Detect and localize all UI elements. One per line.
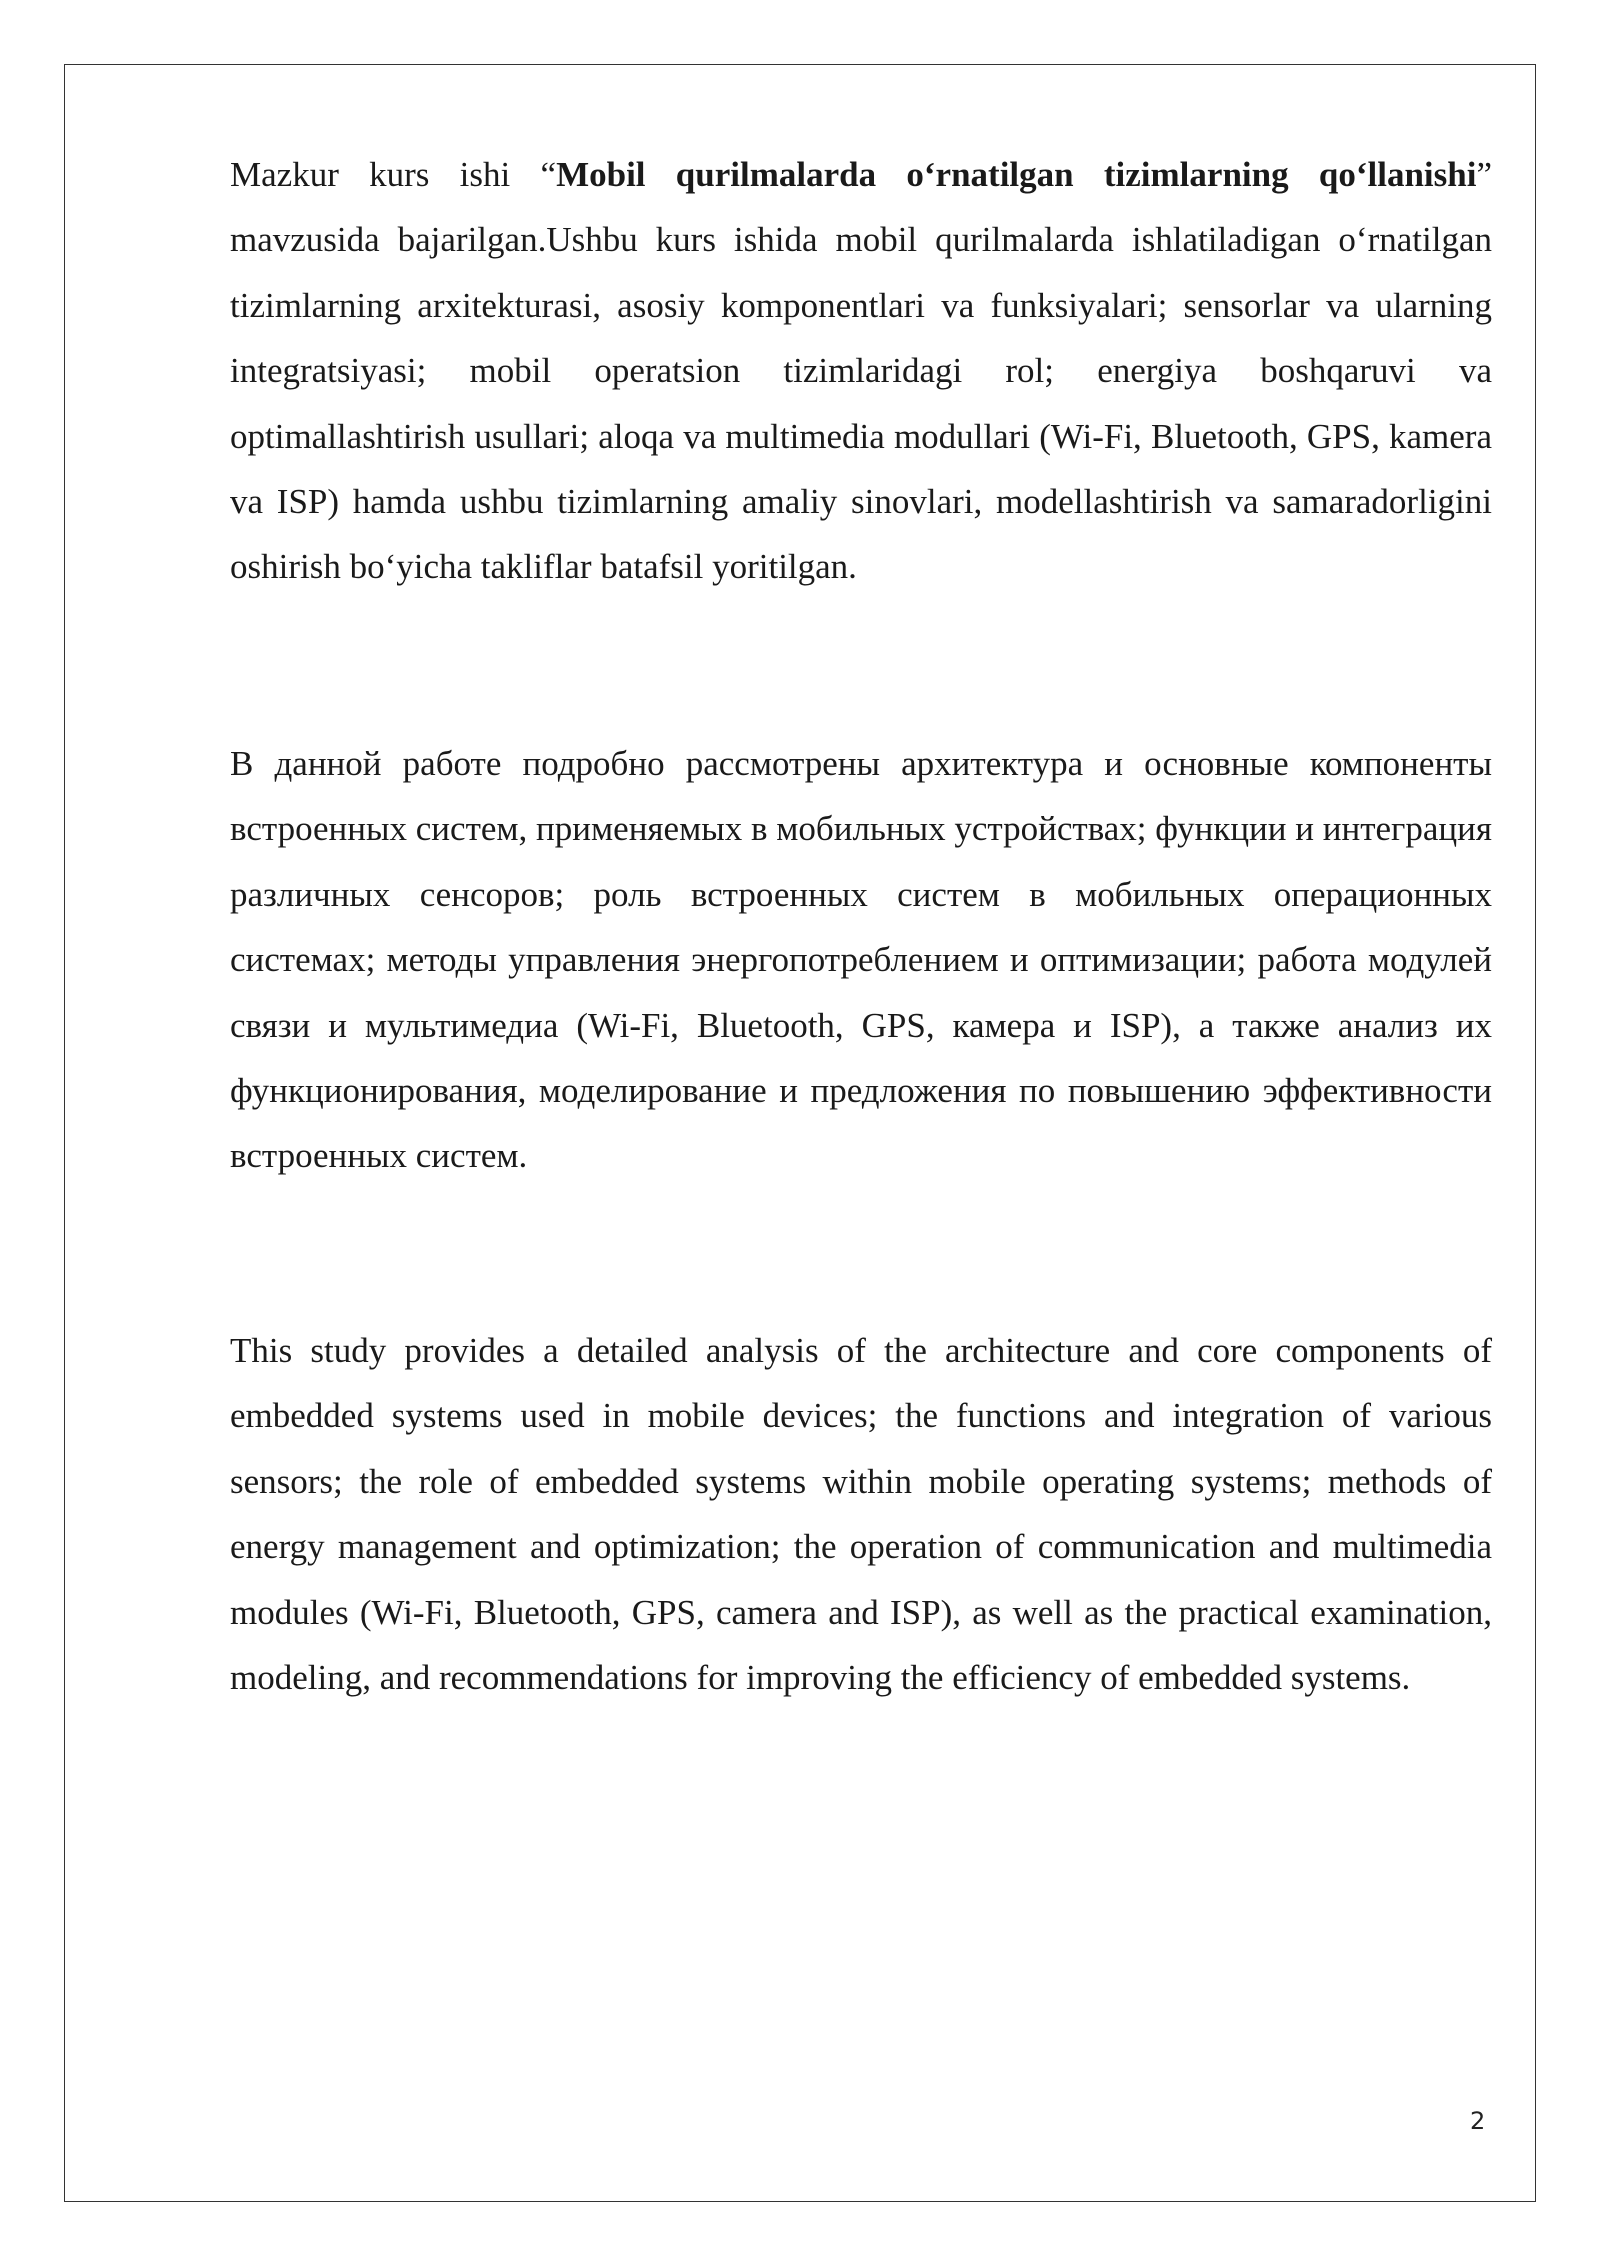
paragraph-english: This study provides a detailed analysis of the architecture and core components of embedded systems used in mobile devices; the functions and integration of various sensors; the role of embedded systems within mobile operating systems; methods of energy management and optimization; the operation of communication and multimedia modules (Wi-Fi, Bluetooth, GPS, camera and ISP), as well as the practical examination, modeling, and recommendations for improving the efficiency of embedded systems. [230,1331,1492,1698]
paragraph-uzbek [230,142,1492,600]
page-number: 2 [1470,2107,1486,2135]
paragraph-uzbek-body: ” mavzusida bajarilgan.Ushbu kurs ishida mobil qurilmalarda ishlatiladigan oʻrnatilgan tizimlarning arxitekturasi, asosiy komponentlari va funksiyalari; sensorlar va ularning integratsiyasi; mobil operatsion tizimlaridagi rol; energiya boshqaruvi va optimallashtirish usullari; aloqa va multimedia modullari (Wi-Fi, Bluetooth, GPS, kamera va ISP) hamda ushbu tizimlarning amaliy sinovlari, modellashtirish va samaradorligini oshirish boʻyicha takliflar batafsil yoritilgan. [230,155,1492,587]
paragraph-russian: В данной работе подробно рассмотрены архитектура и основные компоненты встроенных систем, применяемых в мобильных устройствах; функции и интеграция различных сенсоров; роль встроенных систем в мобильных операционных системах; методы управления энергопотреблением и оптимизации; работа модулей связи и мультимедиа (Wi-Fi, Bluetooth, GPS, камера и ISP), а также анализ их функционирования, моделирование и предложения по повышению эффективности встроенных систем. [230,744,1492,1176]
course-work-title: Mobil qurilmalarda oʻrnatilgan tizimlarning qoʻllanishi [556,155,1477,194]
paragraph-uzbek-prefix: Mazkur kurs ishi “ [230,155,557,194]
